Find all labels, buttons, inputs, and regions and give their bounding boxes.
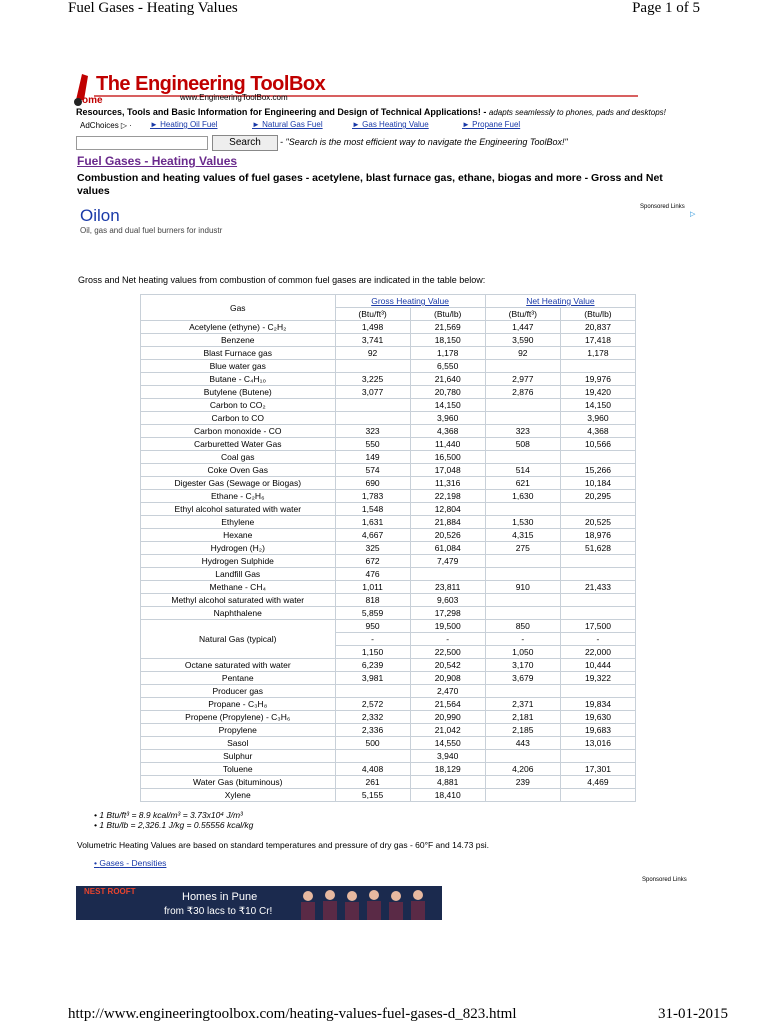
value-cell: 910	[485, 581, 560, 594]
value-cell: 3,741	[335, 334, 410, 347]
value-cell	[485, 360, 560, 373]
value-cell: 18,150	[410, 334, 485, 347]
value-cell: 17,298	[410, 607, 485, 620]
value-cell: 17,048	[410, 464, 485, 477]
gas-name-cell: Hydrogen (H₂)	[141, 542, 336, 555]
nav-link-natural-gas[interactable]: ► Natural Gas Fuel	[252, 120, 323, 129]
value-cell: 22,000	[560, 646, 635, 659]
value-cell: 4,469	[560, 776, 635, 789]
value-cell	[485, 399, 560, 412]
search-note: - "Search is the most efficient way to navigate the Engineering ToolBox!"	[280, 137, 568, 147]
value-cell: 2,572	[335, 698, 410, 711]
value-cell: 21,640	[410, 373, 485, 386]
value-cell: 16,500	[410, 451, 485, 464]
footnote-text: 1 Btu/ft³ = 8.9 kcal/m³ = 3.73x10⁴ J/m³	[99, 810, 243, 820]
footnote-text: 1 Btu/lb = 2,326.1 J/kg = 0.55556 kcal/kg	[99, 820, 254, 830]
value-cell	[485, 412, 560, 425]
range-dash: -	[485, 633, 560, 646]
table-row	[141, 373, 636, 386]
value-cell: 20,837	[560, 321, 635, 334]
value-cell	[560, 789, 635, 802]
value-cell: 621	[485, 477, 560, 490]
gas-name-cell: Benzene	[141, 334, 336, 347]
value-cell	[560, 555, 635, 568]
gas-name-cell: Propene (Propylene) - C₃H₆	[141, 711, 336, 724]
adchoices-icon[interactable]: ▷	[690, 211, 696, 218]
table-row	[141, 425, 636, 438]
unit-header: (Btu/lb)	[560, 308, 635, 321]
gas-name-cell: Sasol	[141, 737, 336, 750]
value-cell: 92	[335, 347, 410, 360]
table-row	[141, 659, 636, 672]
table-row	[141, 464, 636, 477]
related-link-gases-densities[interactable]: • Gases - Densities	[94, 858, 167, 868]
gas-name-cell: Methane - CH₄	[141, 581, 336, 594]
value-cell	[485, 750, 560, 763]
value-cell: 12,804	[410, 503, 485, 516]
adchoices-label[interactable]: AdChoices ▷ ·	[80, 121, 132, 130]
value-cell: 61,084	[410, 542, 485, 555]
value-cell: 3,225	[335, 373, 410, 386]
value-cell: 21,884	[410, 516, 485, 529]
value-cell: 18,129	[410, 763, 485, 776]
gas-name-cell: Carbon monoxide - CO	[141, 425, 336, 438]
table-row	[141, 503, 636, 516]
table-row	[141, 490, 636, 503]
value-cell: 2,185	[485, 724, 560, 737]
table-row	[141, 620, 636, 633]
value-cell: 20,525	[560, 516, 635, 529]
value-cell: 5,859	[335, 607, 410, 620]
ad-banner-people-icon	[296, 888, 440, 920]
value-cell: 20,542	[410, 659, 485, 672]
value-cell: 51,628	[560, 542, 635, 555]
value-cell	[485, 555, 560, 568]
value-cell	[485, 594, 560, 607]
value-cell: 92	[485, 347, 560, 360]
gas-name-cell: Carburetted Water Gas	[141, 438, 336, 451]
related-link-text[interactable]: Gases - Densities	[99, 858, 167, 868]
value-cell	[560, 568, 635, 581]
table-row	[141, 438, 636, 451]
nav-link-heating-oil[interactable]: ► Heating Oil Fuel	[150, 120, 218, 129]
table-row	[141, 685, 636, 698]
value-cell: 4,881	[410, 776, 485, 789]
value-cell: 7,479	[410, 555, 485, 568]
value-cell	[335, 399, 410, 412]
value-cell: 1,631	[335, 516, 410, 529]
ad-subtitle[interactable]: Oil, gas and dual fuel burners for industr	[80, 226, 223, 235]
range-dash: -	[560, 633, 635, 646]
table-row	[141, 321, 636, 334]
value-cell	[335, 750, 410, 763]
value-cell: 443	[485, 737, 560, 750]
value-cell: 14,550	[410, 737, 485, 750]
value-cell: 3,981	[335, 672, 410, 685]
unit-header: (Btu/lb)	[410, 308, 485, 321]
gas-name-cell: Ethyl alcohol saturated with water	[141, 503, 336, 516]
unit-header: (Btu/ft³)	[485, 308, 560, 321]
gas-name-cell: Pentane	[141, 672, 336, 685]
value-cell: 21,042	[410, 724, 485, 737]
value-cell	[485, 451, 560, 464]
value-cell: 323	[335, 425, 410, 438]
value-cell: 18,410	[410, 789, 485, 802]
value-cell: 325	[335, 542, 410, 555]
table-row	[141, 347, 636, 360]
value-cell: 149	[335, 451, 410, 464]
value-cell: 17,500	[560, 620, 635, 633]
value-cell	[560, 750, 635, 763]
value-cell: 261	[335, 776, 410, 789]
value-cell	[485, 607, 560, 620]
gas-name-cell: Octane saturated with water	[141, 659, 336, 672]
gas-name-cell: Blast Furnace gas	[141, 347, 336, 360]
table-row	[141, 607, 636, 620]
table-row	[141, 360, 636, 373]
footnote-item: • 1 Btu/lb = 2,326.1 J/kg = 0.55556 kcal/kg	[94, 820, 254, 830]
print-header-title: Fuel Gases - Heating Values	[68, 0, 238, 16]
gas-name-cell: Coke Oven Gas	[141, 464, 336, 477]
home-link[interactable]: ome	[82, 95, 103, 106]
print-page-number: Page 1 of 5	[632, 0, 700, 16]
gas-name-cell: Carbon to CO₂	[141, 399, 336, 412]
sponsored-links-label: Sponsored Links	[642, 877, 687, 883]
table-row	[141, 386, 636, 399]
value-cell	[410, 568, 485, 581]
value-cell: 500	[335, 737, 410, 750]
range-dash: -	[410, 633, 485, 646]
nav-link-propane[interactable]: ► Propane Fuel	[462, 120, 521, 129]
footnotes	[94, 810, 253, 830]
value-cell: 9,603	[410, 594, 485, 607]
tagline-text: Resources, Tools and Basic Information for Engineering and Design of Technical Applications! -	[76, 107, 489, 117]
table-row	[141, 711, 636, 724]
site-url: www.EngineeringToolBox.com	[180, 93, 288, 102]
heating-values-table	[140, 294, 636, 802]
value-cell: 690	[335, 477, 410, 490]
gas-name-cell: Propane - C₃H₈	[141, 698, 336, 711]
value-cell	[560, 360, 635, 373]
gas-name-cell: Naphthalene	[141, 607, 336, 620]
value-cell: 19,322	[560, 672, 635, 685]
value-cell: 6,239	[335, 659, 410, 672]
value-cell: 2,470	[410, 685, 485, 698]
value-cell	[335, 412, 410, 425]
gas-name-cell: Digester Gas (Sewage or Biogas)	[141, 477, 336, 490]
table-row	[141, 542, 636, 555]
value-cell: 3,077	[335, 386, 410, 399]
value-cell: 3,590	[485, 334, 560, 347]
search-button[interactable]: Search	[212, 135, 278, 151]
gas-name-cell: Blue water gas	[141, 360, 336, 373]
gas-name-cell: Ethylene	[141, 516, 336, 529]
value-cell: 850	[485, 620, 560, 633]
value-cell: 21,433	[560, 581, 635, 594]
value-cell: 5,155	[335, 789, 410, 802]
table-lead-text: Gross and Net heating values from combustion of common fuel gases are indicated in the table below:	[78, 275, 486, 285]
value-cell: 4,368	[410, 425, 485, 438]
value-cell: 1,178	[560, 347, 635, 360]
gas-name-cell: Acetylene (ethyne) - C₂H₂	[141, 321, 336, 334]
value-cell: 20,295	[560, 490, 635, 503]
gas-name-cell: Butane - C₄H₁₀	[141, 373, 336, 386]
value-cell	[335, 360, 410, 373]
range-dash: -	[335, 633, 410, 646]
value-cell: 2,371	[485, 698, 560, 711]
value-cell: 21,564	[410, 698, 485, 711]
gas-name-cell: Hydrogen Sulphide	[141, 555, 336, 568]
gas-name-cell: Sulphur	[141, 750, 336, 763]
gas-name-cell: Xylene	[141, 789, 336, 802]
value-cell: 20,908	[410, 672, 485, 685]
value-cell: 1,548	[335, 503, 410, 516]
table-row	[141, 451, 636, 464]
print-footer-url: http://www.engineeringtoolbox.com/heating-values-fuel-gases-d_823.html	[68, 1006, 517, 1022]
ad-banner-logo: NEST ROOFT	[84, 887, 136, 896]
table-row	[141, 789, 636, 802]
value-cell: 19,683	[560, 724, 635, 737]
value-cell: 3,940	[410, 750, 485, 763]
value-cell: 476	[335, 568, 410, 581]
value-cell	[560, 503, 635, 516]
value-cell: 14,150	[560, 399, 635, 412]
net-heating-value-link[interactable]: Net Heating Value	[485, 295, 635, 308]
value-cell: 275	[485, 542, 560, 555]
table-row	[141, 750, 636, 763]
table-row	[141, 763, 636, 776]
value-cell: 17,301	[560, 763, 635, 776]
value-cell: 19,420	[560, 386, 635, 399]
value-cell: 2,336	[335, 724, 410, 737]
value-cell: 2,876	[485, 386, 560, 399]
value-cell: 6,550	[410, 360, 485, 373]
value-cell: 15,266	[560, 464, 635, 477]
table-row	[141, 672, 636, 685]
value-cell: 4,206	[485, 763, 560, 776]
value-cell: 1,447	[485, 321, 560, 334]
table-row	[141, 555, 636, 568]
nav-link-gas-heating-value[interactable]: ► Gas Heating Value	[352, 120, 429, 129]
ad-banner-line2: from ₹30 lacs to ₹10 Cr!	[164, 906, 273, 917]
gas-name-cell: Carbon to CO	[141, 412, 336, 425]
value-cell	[560, 451, 635, 464]
col-gas-header: Gas	[141, 295, 336, 321]
gas-name-cell: Hexane	[141, 529, 336, 542]
gas-name-cell: Toluene	[141, 763, 336, 776]
gas-name-cell: Natural Gas (typical)	[141, 620, 336, 659]
table-row	[141, 698, 636, 711]
value-cell: 10,184	[560, 477, 635, 490]
volumetric-note: Volumetric Heating Values are based on standard temperatures and pressure of dry gas - 60°F and 14.73 psi.	[77, 840, 489, 850]
value-cell: 11,316	[410, 477, 485, 490]
table-row	[141, 737, 636, 750]
value-cell: 574	[335, 464, 410, 477]
value-cell: 3,960	[560, 412, 635, 425]
table-row	[141, 594, 636, 607]
table-row	[141, 477, 636, 490]
value-cell: 1,630	[485, 490, 560, 503]
value-cell	[485, 789, 560, 802]
value-cell: 672	[335, 555, 410, 568]
page-title[interactable]: Fuel Gases - Heating Values	[77, 154, 238, 168]
page-intro: Combustion and heating values of fuel gases - acetylene, blast furnace gas, ethane, biogas and more - Gross and Net values	[77, 172, 663, 197]
value-cell	[560, 594, 635, 607]
value-cell: 550	[335, 438, 410, 451]
table-row	[141, 516, 636, 529]
print-footer-date: 31-01-2015	[658, 1006, 728, 1022]
site-tagline	[76, 107, 666, 117]
ad-title[interactable]: Oilon	[80, 206, 120, 225]
value-cell: 1,498	[335, 321, 410, 334]
value-cell: 19,500	[410, 620, 485, 633]
sponsored-links-label: Sponsored Links	[640, 204, 685, 210]
value-cell: 22,198	[410, 490, 485, 503]
value-cell: 20,526	[410, 529, 485, 542]
value-cell: 17,418	[560, 334, 635, 347]
logo-text: The Engineering ToolBox	[96, 73, 326, 95]
value-cell: 14,150	[410, 399, 485, 412]
value-cell	[485, 685, 560, 698]
value-cell: 1,011	[335, 581, 410, 594]
natural-gas-rows	[141, 620, 636, 659]
table-row	[141, 334, 636, 347]
value-cell: 10,444	[560, 659, 635, 672]
value-cell: 1,530	[485, 516, 560, 529]
value-cell: 1,783	[335, 490, 410, 503]
value-cell: 514	[485, 464, 560, 477]
value-cell: 19,834	[560, 698, 635, 711]
value-cell: 1,178	[410, 347, 485, 360]
value-cell	[485, 568, 560, 581]
table-row	[141, 581, 636, 594]
value-cell: 950	[335, 620, 410, 633]
value-cell: 18,976	[560, 529, 635, 542]
table-row	[141, 776, 636, 789]
value-cell: 2,977	[485, 373, 560, 386]
tagline-emphasis: adapts seamlessly to phones, pads and desktops!	[488, 108, 666, 117]
gas-name-cell: Landfill Gas	[141, 568, 336, 581]
ad-banner-line1: Homes in Pune	[182, 891, 258, 903]
value-cell: 22,500	[410, 646, 485, 659]
gas-name-cell: Butylene (Butene)	[141, 386, 336, 399]
value-cell: 3,170	[485, 659, 560, 672]
value-cell: 323	[485, 425, 560, 438]
value-cell: 3,679	[485, 672, 560, 685]
gas-name-cell: Methyl alcohol saturated with water	[141, 594, 336, 607]
value-cell: 20,780	[410, 386, 485, 399]
value-cell: 1,050	[485, 646, 560, 659]
gas-name-cell: Propylene	[141, 724, 336, 737]
value-cell: 23,811	[410, 581, 485, 594]
value-cell: 2,332	[335, 711, 410, 724]
footnote-item: • 1 Btu/ft³ = 8.9 kcal/m³ = 3.73x10⁴ J/m³	[94, 810, 243, 820]
value-cell	[485, 503, 560, 516]
value-cell: 11,440	[410, 438, 485, 451]
value-cell: 4,408	[335, 763, 410, 776]
search-input[interactable]	[76, 136, 208, 150]
table-body-part1	[141, 321, 636, 620]
value-cell	[560, 607, 635, 620]
value-cell: 19,630	[560, 711, 635, 724]
gas-name-cell: Producer gas	[141, 685, 336, 698]
value-cell	[560, 685, 635, 698]
table-row	[141, 529, 636, 542]
value-cell: 21,569	[410, 321, 485, 334]
gas-name-cell: Ethane - C₂H₆	[141, 490, 336, 503]
value-cell: 818	[335, 594, 410, 607]
table-body-part2	[141, 659, 636, 802]
value-cell: 1,150	[335, 646, 410, 659]
value-cell: 19,976	[560, 373, 635, 386]
gas-name-cell: Coal gas	[141, 451, 336, 464]
value-cell: 3,960	[410, 412, 485, 425]
value-cell: 10,566	[560, 438, 635, 451]
table-row	[141, 399, 636, 412]
value-cell: 20,990	[410, 711, 485, 724]
value-cell: 2,181	[485, 711, 560, 724]
table-row	[141, 568, 636, 581]
gas-name-cell: Water Gas (bituminous)	[141, 776, 336, 789]
unit-header: (Btu/ft³)	[335, 308, 410, 321]
value-cell: 508	[485, 438, 560, 451]
value-cell: 4,315	[485, 529, 560, 542]
table-row	[141, 724, 636, 737]
table-row	[141, 412, 636, 425]
gross-heating-value-link[interactable]: Gross Heating Value	[335, 295, 485, 308]
value-cell: 13,016	[560, 737, 635, 750]
value-cell: 4,368	[560, 425, 635, 438]
value-cell	[335, 685, 410, 698]
value-cell: 239	[485, 776, 560, 789]
value-cell: 4,667	[335, 529, 410, 542]
